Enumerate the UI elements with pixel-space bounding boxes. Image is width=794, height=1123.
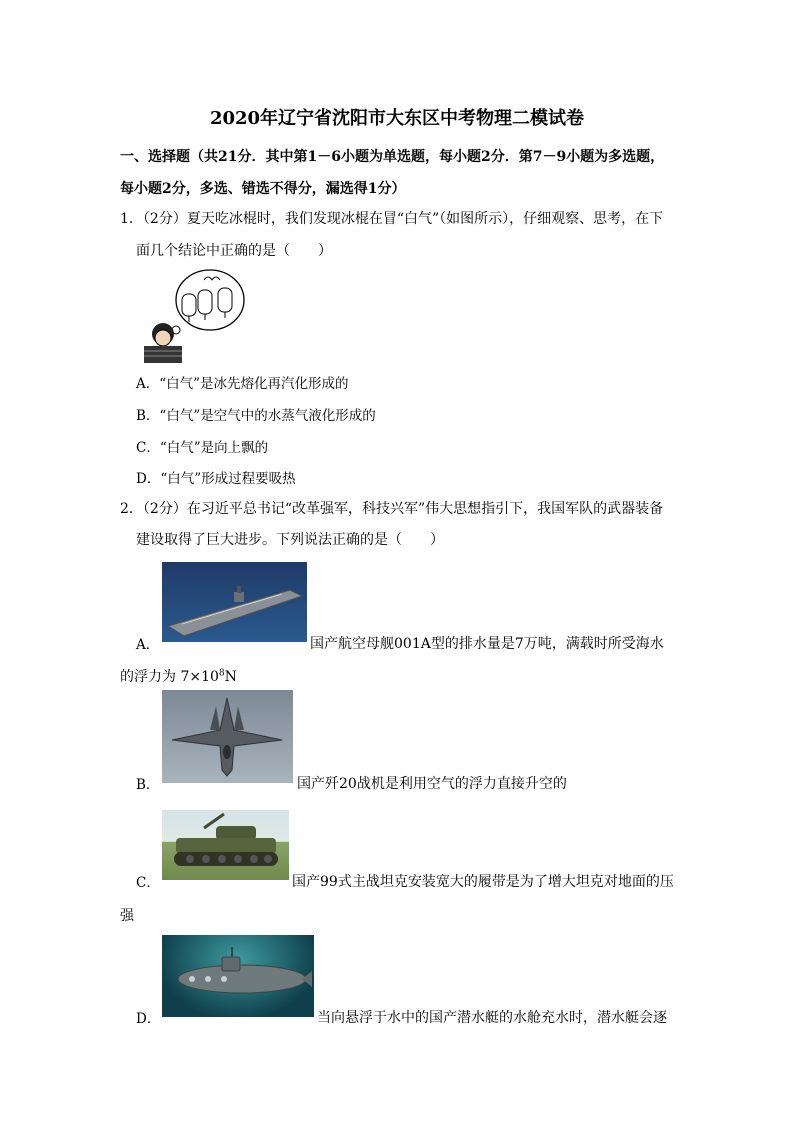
question-2-option-c-label: C． [136, 875, 160, 891]
question-2-option-c-continuation: 强 [120, 908, 134, 924]
question-2-option-b-text: 国产歼20战机是利用空气的浮力直接升空的 [297, 776, 567, 792]
question-2-option-a-continuation: 的浮力为 $7\times 10^8N$ [120, 668, 237, 685]
tank-photo [162, 810, 289, 880]
question-1-option-c: C．“白气”是向上飘的 [136, 440, 269, 456]
question-1-line2: 面几个结论中正确的是（ ） [136, 243, 332, 259]
question-2-line1: 2．（2分）在习近平总书记“改革强军，科技兴军”伟大思想指引下，我国军队的武器装备 [120, 501, 664, 517]
question-2-option-a-text: 国产航空母舰001A型的排水量是7万吨，满载时所受海水 [310, 636, 664, 652]
question-2-option-c-text: 国产99式主战坦克安装宽大的履带是为了增大坦克对地面的压 [292, 874, 674, 890]
fighter-jet-photo [162, 690, 293, 783]
aircraft-carrier-photo [162, 562, 307, 642]
submarine-photo [162, 935, 314, 1017]
question-2-option-a-label: A． [136, 637, 160, 653]
section-heading-line1: 一、选择题（共21分．其中第1－6小题为单选题，每小题2分．第7－9小题为多选题， [120, 149, 665, 165]
question-1-line1: 1．（2分）夏天吃冰棍时，我们发现冰棍在冒“白气”（如图所示），仔细观察、思考，在下 [120, 211, 664, 227]
question-1-option-d: D．“白气”形成过程要吸热 [136, 471, 296, 487]
question-2-line2: 建设取得了巨大进步。下列说法正确的是（ ） [136, 532, 444, 548]
page-title: 2020年辽宁省沈阳市大东区中考物理二模试卷 [209, 108, 585, 129]
boy-thinking-icecream-illustration [138, 266, 248, 363]
question-2-option-d-text: 当向悬浮于水中的国产潜水艇的水舱充水时，潜水艇会逐 [317, 1010, 667, 1026]
question-2-option-d-label: D． [136, 1011, 161, 1027]
question-1-option-a: A．“白气”是冰先熔化再汽化形成的 [136, 376, 349, 392]
question-2-option-b-label: B． [136, 777, 160, 793]
section-heading-line2: 每小题2分，多选、错选不得分，漏选得1分） [120, 181, 406, 197]
question-1-option-b: B．“白气”是空气中的水蒸气液化形成的 [136, 408, 376, 424]
